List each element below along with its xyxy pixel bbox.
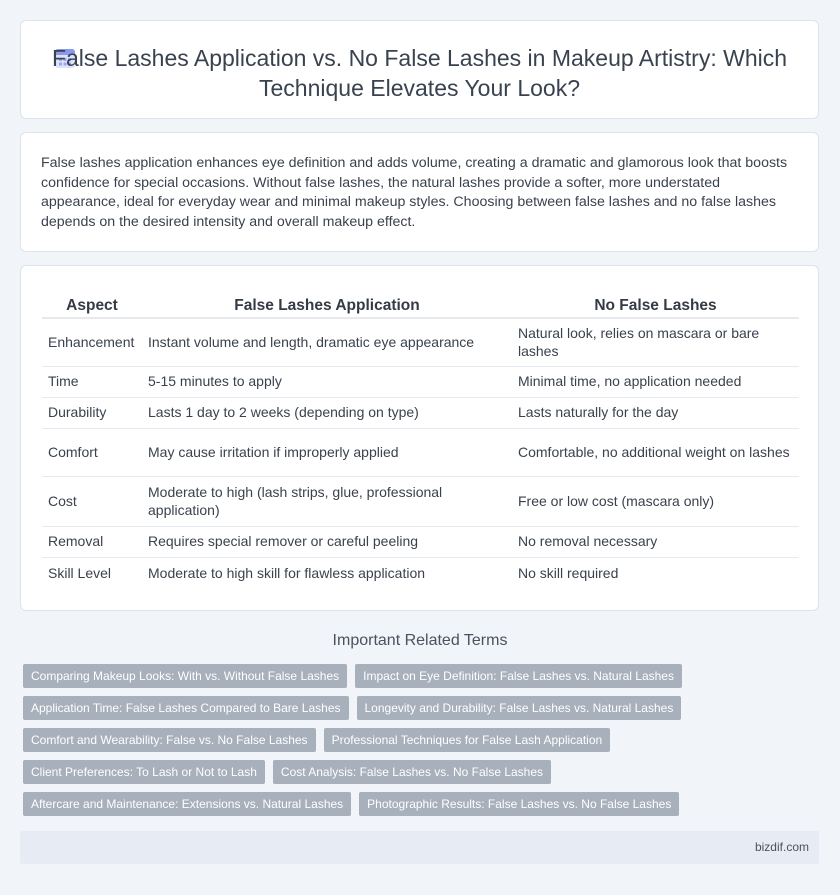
related-term-tag[interactable]: Aftercare and Maintenance: Extensions vs. Natural Lashes [23,792,351,816]
cell-no-false-lashes: No skill required [518,564,619,581]
tag-row [23,760,803,784]
related-term-tag[interactable]: Impact on Eye Definition: False Lashes vs. Natural Lashes [355,664,682,688]
footer-site-link[interactable]: bizdif.com [754,840,809,854]
cell-aspect: Enhancement [42,318,142,367]
footer-bar [20,831,819,864]
cell-false-lashes: May cause irritation if improperly applied [142,429,512,477]
table-row [42,477,799,527]
cell-false-lashes: 5-15 minutes to apply [142,367,512,398]
cell-false-lashes: Requires special remover or careful peeling [142,527,512,558]
cell-false-lashes: Moderate to high (lash strips, glue, professional application) [142,477,512,527]
comparison-card [20,265,819,611]
cell-no-false-lashes: Free or low cost (mascara only) [512,477,799,527]
cell-no-false-lashes: No removal necessary [512,527,799,558]
tag-row [23,792,803,816]
related-term-tag[interactable]: Comfort and Wearability: False vs. No False Lashes [23,728,316,752]
table-row [42,318,799,367]
related-term-tag[interactable]: Photographic Results: False Lashes vs. No False Lashes [359,792,679,816]
related-term-tag[interactable]: Application Time: False Lashes Compared to Bare Lashes [23,696,349,720]
cell-false-lashes: Instant volume and length, dramatic eye appearance [142,318,512,367]
table-row [42,429,799,477]
related-terms-list [23,664,803,824]
comparison-table [42,294,799,589]
cell-aspect: Comfort [42,429,142,477]
table-row [42,558,799,589]
cell-aspect: Time [42,367,142,398]
cell-aspect: Durability [42,398,142,429]
title-card [20,20,819,119]
tag-row [23,728,803,752]
related-term-tag[interactable]: Cost Analysis: False Lashes vs. No False Lashes [273,760,551,784]
related-terms-heading: Important Related Terms [332,632,508,649]
related-term-tag[interactable]: Professional Techniques for False Lash Application [324,728,611,752]
cell-aspect: Removal [42,527,142,558]
tag-row [23,664,803,688]
cell-false-lashes: Moderate to high skill for flawless application [148,564,426,581]
cell-false-lashes: Lasts 1 day to 2 weeks (depending on type) [142,398,512,429]
table-row [42,398,799,429]
related-term-tag[interactable]: Longevity and Durability: False Lashes vs. Natural Lashes [357,696,682,720]
cell-no-false-lashes: Minimal time, no application needed [512,367,799,398]
column-header-false-lashes: False Lashes Application [142,294,512,318]
intro-paragraph: False lashes application enhances eye definition and adds volume, creating a dramatic and glamorous look that boosts confidence for special occasions. Without false lashes, the natural lashes provide a softer, more understated appearance, ideal for everyday wear and minimal makeup styles. Choosing between false lashes and no false lashes depends on the desired intensity and overall makeup effect. [41,155,788,230]
cell-no-false-lashes: Lasts naturally for the day [512,398,799,429]
table-row [42,527,799,558]
column-header-aspect: Aspect [42,294,142,318]
cell-no-false-lashes: Comfortable, no additional weight on lashes [512,429,799,477]
tag-row [23,696,803,720]
cell-no-false-lashes: Natural look, relies on mascara or bare lashes [512,318,799,367]
related-term-tag[interactable]: Client Preferences: To Lash or Not to Lash [23,760,265,784]
related-term-tag[interactable]: Comparing Makeup Looks: With vs. Without False Lashes [23,664,347,688]
column-header-no-false-lashes: No False Lashes [512,294,799,318]
table-row [42,367,799,398]
intro-card [20,132,819,252]
cell-aspect: Skill Level [48,564,112,581]
page-title: False Lashes Application vs. No False Lashes in Makeup Artistry: Which Technique Elevates Your Look? [51,45,788,101]
table-header-row [42,294,799,318]
cell-aspect: Cost [42,477,142,527]
